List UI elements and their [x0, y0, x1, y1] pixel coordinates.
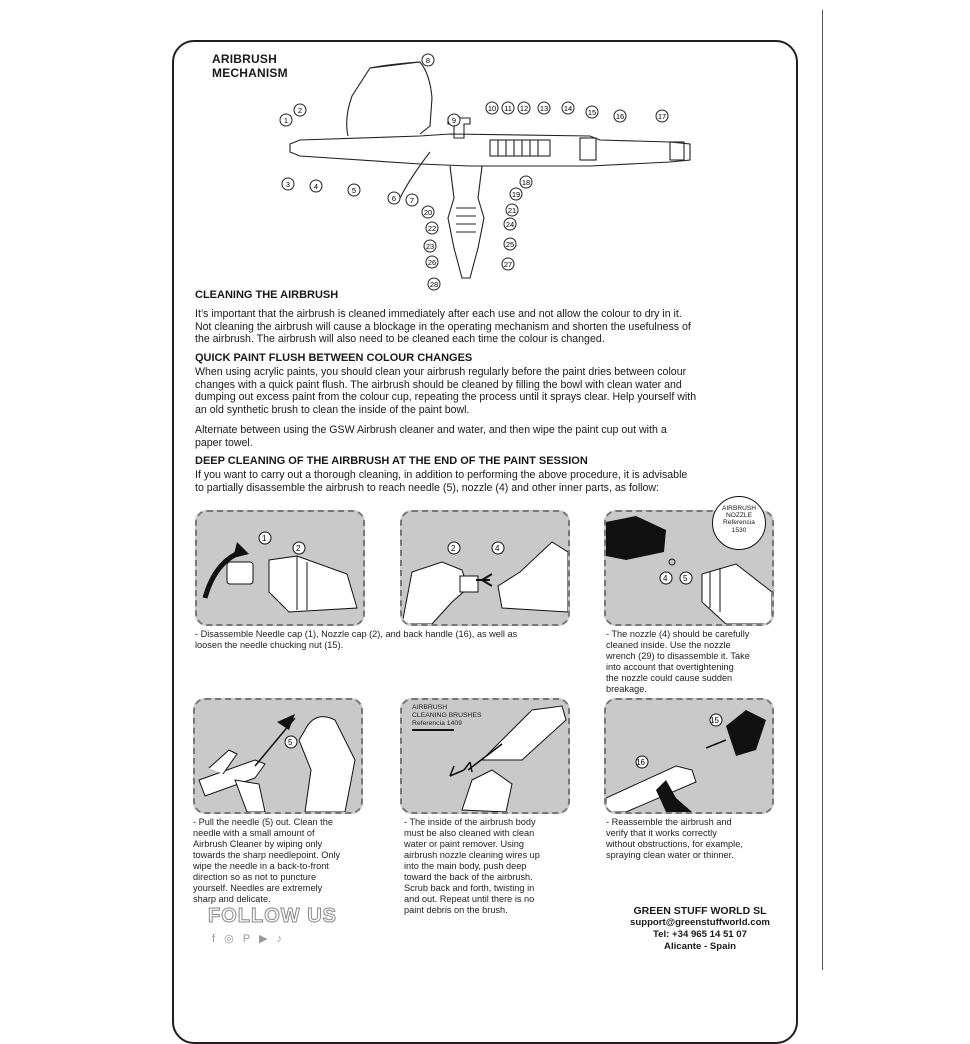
step-panel-1 — [195, 510, 365, 626]
caption-line: into the main body, push deep — [404, 861, 527, 871]
part-number-label: 6 — [391, 194, 397, 203]
part-number-label: 11 — [504, 104, 512, 113]
part-number-label: 1 — [283, 116, 289, 125]
company-location: Alicante - Spain — [664, 941, 736, 952]
nozzle-callout — [712, 496, 766, 550]
deep-paragraph — [195, 469, 687, 494]
heading-deep-cleaning: DEEP CLEANING OF THE AIRBRUSH AT THE END OF THE PAINT SESSION — [195, 455, 588, 467]
deep-line: If you want to carry out a thorough cleaning, in addition to performing the above procedure, it is advisable — [195, 469, 688, 481]
caption-line: without obstructions, for example, — [606, 839, 743, 849]
callout-line: NOZZLE — [725, 512, 752, 520]
caption-line: verify that it works correctly — [606, 828, 717, 838]
caption-line: spraying clean water or thinner. — [606, 850, 734, 860]
panel-1-number: 2 — [296, 544, 301, 553]
part-number-label: 24 — [505, 220, 515, 229]
cleaning-brushes-callout — [412, 704, 482, 728]
callout-line: Referencia 1409 — [412, 720, 462, 727]
caption-line: cleaned inside. Use the nozzle — [606, 640, 731, 650]
heading-quick-flush: QUICK PAINT FLUSH BETWEEN COLOUR CHANGES — [195, 352, 473, 364]
heading-cleaning: CLEANING THE AIRBRUSH — [195, 289, 339, 301]
caption-line: - The nozzle (4) should be carefully — [606, 629, 750, 639]
diagram-number-labels — [280, 54, 668, 290]
caption-line: and out. Repeat until there is no — [404, 894, 535, 904]
tiktok-icon[interactable]: ♪ — [276, 933, 286, 945]
title-line-2: MECHANISM — [212, 66, 288, 80]
part-number-label: 13 — [539, 104, 549, 113]
caption-line: must be also cleaned with clean — [404, 828, 535, 838]
cleaning-line: It’s important that the airbrush is cleaned immediately after each use and not allow the colour to dry in it. — [195, 308, 682, 320]
caption-line: Scrub back and forth, twisting in — [404, 883, 535, 893]
part-number-label: 16 — [615, 112, 625, 121]
panel-6-number: 15 — [710, 716, 719, 725]
caption-line: paint debris on the brush. — [404, 905, 508, 915]
step-panel-5 — [400, 698, 570, 814]
caption-line: - Reassemble the airbrush and — [606, 817, 732, 827]
flush-line: an old synthetic brush to clean the inside of the paint bowl. — [195, 403, 470, 416]
cleaning-line: Not cleaning the airbrush will cause a blockage in the operating mechanism and shorten the usefulness of — [195, 320, 691, 333]
caption-line: wipe the needle in a back-to-front — [193, 861, 329, 871]
part-number-label: 20 — [423, 208, 433, 217]
caption-line: loosen the needle chucking nut (15). — [195, 640, 344, 650]
part-number-label: 2 — [297, 106, 303, 115]
flush-alt-line: paper towel. — [195, 436, 253, 449]
caption-line: sharp and delicate. — [193, 894, 271, 904]
part-number-label: 26 — [427, 258, 437, 267]
caption-line: into account that overtightening — [606, 662, 734, 672]
cleaning-paragraph — [195, 308, 691, 346]
flush-line: When using acrylic paints, you should clean your airbrush regularly before the paint dries between colour — [195, 366, 687, 378]
caption-line: direction so as not to puncture — [193, 872, 317, 882]
cleaning-line: the airbrush. The airbrush will also need to be cleaned each time the colour is changed. — [195, 333, 605, 346]
flush-line: dumping out excess paint from the colour cup, repeating the process until it sprays clear. Help yourself with — [195, 391, 697, 404]
part-number-label: 15 — [587, 108, 597, 117]
caption-line: needle with a small amount of — [193, 828, 315, 838]
panel-1-number: 1 — [262, 534, 267, 543]
panel-3-number: 4 — [663, 574, 668, 583]
caption-step-5 — [404, 817, 540, 916]
part-number-label: 17 — [657, 112, 667, 121]
pinterest-icon[interactable]: P — [242, 933, 253, 945]
callout-line: CLEANING BRUSHES — [412, 712, 482, 719]
step-panel-2 — [400, 510, 570, 626]
callout-line: AIRBRUSH — [721, 505, 757, 512]
part-number-label: 14 — [563, 104, 573, 113]
caption-step-6 — [606, 817, 743, 861]
panel-6-number: 16 — [636, 758, 645, 767]
facebook-icon[interactable]: f — [212, 933, 219, 945]
caption-line: - The inside of the airbrush body — [404, 817, 536, 827]
caption-step-4 — [193, 817, 340, 905]
part-number-label: 7 — [409, 196, 415, 205]
instagram-icon[interactable]: ◎ — [224, 933, 237, 945]
part-number-label: 23 — [425, 242, 435, 251]
caption-line: the nozzle could cause sudden — [606, 673, 733, 683]
company-email[interactable]: support@greenstuffworld.com — [630, 917, 770, 928]
caption-line: - Disassemble Needle cap (1), Nozzle cap (2), and back handle (16), as well as — [195, 629, 518, 639]
part-number-label: 18 — [521, 178, 531, 187]
panel-6-illustration — [606, 700, 772, 812]
company-name: GREEN STUFF WORLD SL — [633, 905, 767, 917]
panel-1-illustration — [197, 512, 363, 624]
panel-2-number: 4 — [495, 544, 500, 553]
flush-alt-line: Alternate between using the GSW Airbrush cleaner and water, and then wipe the paint cup out with a — [195, 424, 667, 436]
part-number-label: 28 — [429, 280, 439, 289]
step-panel-4 — [193, 698, 363, 814]
caption-line: yourself. Needles are extremely — [193, 883, 323, 893]
part-number-label: 10 — [487, 104, 497, 113]
caption-line: breakage. — [606, 684, 647, 694]
part-number-label: 25 — [505, 240, 515, 249]
panel-3-number: 5 — [683, 574, 688, 583]
part-number-label: 27 — [503, 260, 513, 269]
callout-line: Referencia — [723, 519, 755, 527]
title-line-1: ARIBRUSH — [212, 52, 277, 66]
flush-line: changes with a quick paint flush. The airbrush should be cleaned by filling the bowl with clean water and — [195, 378, 682, 391]
part-number-label: 3 — [285, 180, 291, 189]
part-number-label: 9 — [451, 116, 457, 125]
company-contact-block — [622, 905, 778, 953]
part-number-label: 5 — [351, 186, 357, 195]
part-number-label: 19 — [511, 190, 521, 199]
airbrush-mechanism-diagram — [270, 48, 710, 293]
step-panel-6 — [604, 698, 774, 814]
page-edge-rule — [822, 10, 823, 970]
deep-line: to partially disassemble the airbrush to reach needle (5), nozzle (4) and other inner parts, as follow: — [195, 481, 660, 494]
caption-line: towards the sharp needlepoint. Only — [193, 850, 341, 860]
youtube-icon[interactable]: ▶ — [259, 933, 271, 945]
caption-line: toward the back of the airbrush. — [404, 872, 533, 882]
part-number-label: 22 — [427, 224, 437, 233]
social-icons — [212, 932, 285, 945]
caption-step-3 — [606, 629, 750, 695]
panel-2-illustration — [402, 512, 568, 624]
caption-line: Airbrush Cleaner by wiping only — [193, 839, 323, 849]
flush-alt-paragraph — [195, 424, 667, 449]
panel-2-number: 2 — [451, 544, 456, 553]
caption-step-1 — [195, 629, 517, 651]
part-number-label: 4 — [313, 182, 319, 191]
caption-line: - Pull the needle (5) out. Clean the — [193, 817, 333, 827]
callout-line: AIRBRUSH — [412, 704, 448, 711]
caption-line: airbrush nozzle cleaning wires up — [404, 850, 540, 860]
caption-line: water or paint remover. Using — [404, 839, 524, 849]
callout-line: 1530 — [731, 526, 747, 534]
panel-4-number: 5 — [288, 738, 293, 747]
follow-us-label: FOLLOW US — [208, 905, 337, 927]
company-phone: Tel: +34 965 14 51 07 — [653, 929, 747, 940]
panel-4-illustration — [195, 700, 361, 812]
part-number-label: 8 — [425, 56, 431, 65]
flush-paragraph — [195, 366, 696, 416]
caption-line: wrench (29) to disassemble it. Take — [606, 651, 750, 661]
part-number-label: 21 — [507, 206, 517, 215]
part-number-label: 12 — [519, 104, 529, 113]
